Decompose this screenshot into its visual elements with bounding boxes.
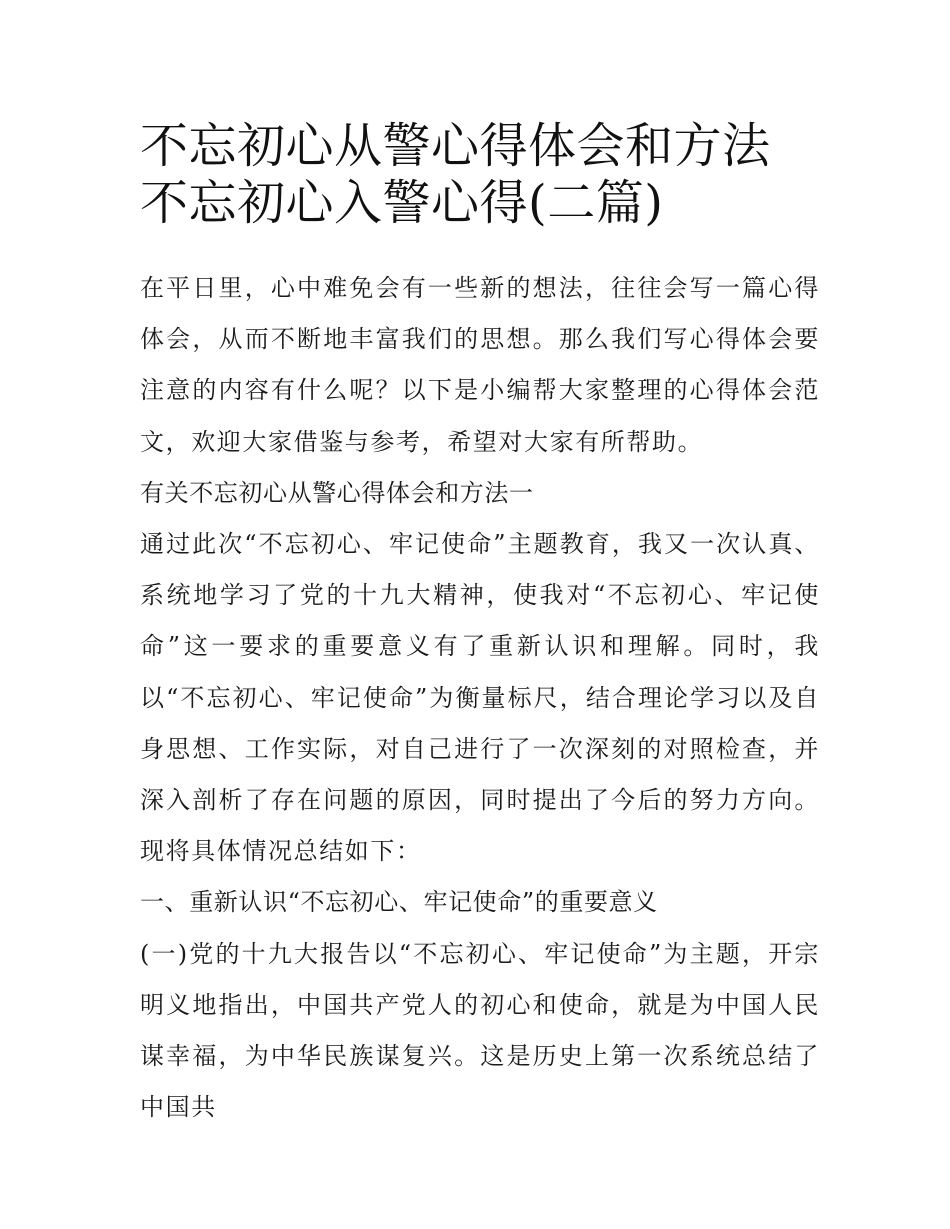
body-paragraph: 通过此次“不忘初心、牢记使命”主题教育，我又一次认真、系统地学习了党的十九大精神，使我对“不忘初心、牢记使命”这一要求的重要意义有了重新认识和理解。同时，我以“不忘初心、牢记使命”为衡量标尺，结合理论学习以及自身思想、工作实际，对自己进行了一次深刻的对照检查，并深入剖析了存在问题的原因，同时提出了今后的努力方向。现将具体情况总结如下： <box>140 530 820 866</box>
section-heading: 有关不忘初心从警心得体会和方法一 <box>140 478 534 507</box>
title-line-2: 不忘初心入警心得(二篇) <box>140 175 664 231</box>
title-line-1: 不忘初心从警心得体会和方法 <box>140 118 771 174</box>
subsection-heading: 一、重新认识“不忘初心、牢记使命”的重要意义 <box>140 888 658 917</box>
document-title <box>140 118 820 232</box>
document-content <box>140 118 820 1133</box>
body-paragraph: (一)党的十九大报告以“不忘初心、牢记使命”为主题，开宗明义地指出，中国共产党人的初心和使命，就是为中国人民谋幸福，为中华民族谋复兴。这是历史上第一次系统总结了中国共 <box>140 939 820 1122</box>
intro-paragraph: 在平日里，心中难免会有一些新的想法，往往会写一篇心得体会，从而不断地丰富我们的思想。那么我们写心得体会要注意的内容有什么呢？以下是小编帮大家整理的心得体会范文，欢迎大家借鉴与参考，希望对大家有所帮助。 <box>140 274 820 456</box>
document-body <box>140 263 820 1133</box>
